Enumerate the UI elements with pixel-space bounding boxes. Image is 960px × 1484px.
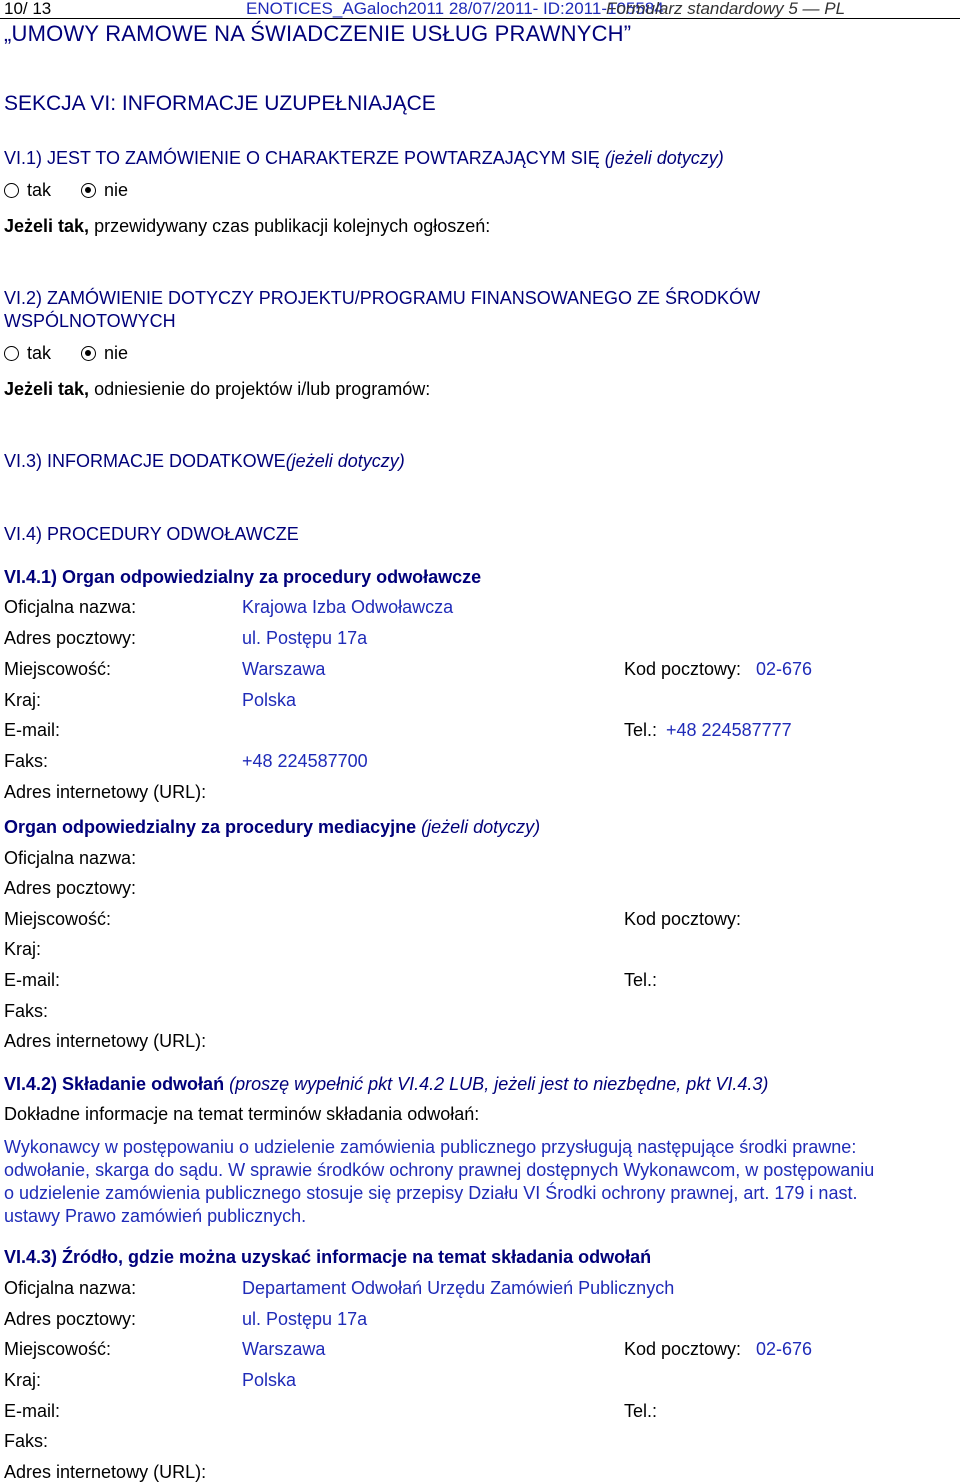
med-city-label: Miejscowość: xyxy=(4,909,112,929)
med-zip-label: Kod pocztowy: xyxy=(624,909,742,929)
vi1-no-label: nie xyxy=(104,180,129,200)
vi1-if-yes-text: przewidywany czas publikacji kolejnych ogłoszeń: xyxy=(94,216,491,236)
vi42-note: (proszę wypełnić pkt VI.4.2 LUB, jeżeli jest to niezbędne, pkt VI.4.3) xyxy=(229,1074,769,1094)
med-tel-label: Tel.: xyxy=(624,970,658,990)
mediation-heading xyxy=(4,817,540,838)
vi2-title-line2: WSPÓLNOTOWYCH xyxy=(4,311,176,331)
form-type: Formularz standardowy 5 — PL xyxy=(606,0,846,18)
med-email-label: E-mail: xyxy=(4,970,61,990)
s3-zip-value: 02-676 xyxy=(756,1339,813,1359)
vi42-paragraph xyxy=(4,1136,934,1228)
vi41-title: VI.4.1) Organ odpowiedzialny za procedury odwoławcze xyxy=(4,567,482,587)
vi3-heading xyxy=(4,451,405,472)
vi2-if-yes-bold: Jeżeli tak, xyxy=(4,379,90,399)
vi2-if-yes-text: odniesienie do projektów i/lub programów: xyxy=(94,379,431,399)
s1-zip-value: 02-676 xyxy=(756,659,813,679)
s3-city-label: Miejscowość: xyxy=(4,1339,112,1359)
vi2-if-yes xyxy=(4,379,430,400)
s3-name-label: Oficjalna nazwa: xyxy=(4,1278,137,1298)
vi42-title: VI.4.2) Składanie odwołań xyxy=(4,1074,225,1094)
mediation-title: Organ odpowiedzialny za procedury mediacyjne xyxy=(4,817,417,837)
vi1-radio-group xyxy=(4,180,128,201)
vi1-heading xyxy=(4,148,724,169)
radio-yes-icon[interactable] xyxy=(4,183,19,198)
radio-no-icon[interactable] xyxy=(81,183,96,198)
s1-tel-value: +48 224587777 xyxy=(666,720,792,740)
s1-fax-label: Faks: xyxy=(4,751,49,771)
s1-country-value: Polska xyxy=(242,690,297,710)
radio-no-icon[interactable] xyxy=(81,346,96,361)
s1-fax-value: +48 224587700 xyxy=(242,751,368,771)
s1-addr-value: ul. Postępu 17a xyxy=(242,628,368,648)
vi1-if-yes xyxy=(4,216,490,237)
s1-city-label: Miejscowość: xyxy=(4,659,112,679)
header-rule xyxy=(0,18,960,19)
mediation-note: (jeżeli dotyczy) xyxy=(421,817,541,837)
s3-country-value: Polska xyxy=(242,1370,297,1390)
med-country-label: Kraj: xyxy=(4,939,42,959)
s3-addr-value: ul. Postępu 17a xyxy=(242,1309,368,1329)
s1-name-value: Krajowa Izba Odwoławcza xyxy=(242,597,454,617)
s3-tel-label: Tel.: xyxy=(624,1401,658,1421)
vi1-title: VI.1) JEST TO ZAMÓWIENIE O CHARAKTERZE POWTARZAJĄCYM SIĘ xyxy=(4,148,600,168)
page-number: 10/ 13 xyxy=(4,0,52,18)
vi3-title: VI.3) INFORMACJE DODATKOWE xyxy=(4,451,286,471)
vi1-yes-label: tak xyxy=(27,180,52,200)
s1-city-value: Warszawa xyxy=(242,659,326,679)
vi42-line: odwołanie, skarga do sądu. W sprawie środków ochrony prawnej dostępnych Wykonawcom, w postępowaniu xyxy=(4,1160,875,1180)
s1-name-label: Oficjalna nazwa: xyxy=(4,597,137,617)
s3-city-value: Warszawa xyxy=(242,1339,326,1359)
s1-tel-label: Tel.: xyxy=(624,720,658,740)
s3-name-value: Departament Odwołań Urzędu Zamówień Publicznych xyxy=(242,1278,675,1298)
vi2-no-label: nie xyxy=(104,343,129,363)
med-addr-label: Adres pocztowy: xyxy=(4,878,137,898)
vi42-line: o udzielenie zamówienia publicznego stosuje się przepisy Działu VI Środki ochrony prawnej, art. 179 i nast. xyxy=(4,1183,858,1203)
s3-addr-label: Adres pocztowy: xyxy=(4,1309,137,1329)
vi2-yes-label: tak xyxy=(27,343,52,363)
med-name-label: Oficjalna nazwa: xyxy=(4,848,137,868)
s3-url-label: Adres internetowy (URL): xyxy=(4,1462,207,1482)
radio-yes-icon[interactable] xyxy=(4,346,19,361)
vi1-note: (jeżeli dotyczy) xyxy=(604,148,724,168)
section-title: SEKCJA VI: INFORMACJE UZUPEŁNIAJĄCE xyxy=(4,92,436,115)
vi42-line: ustawy Prawo zamówień publicznych. xyxy=(4,1206,307,1226)
vi42-label: Dokładne informacje na temat terminów składania odwołań: xyxy=(4,1104,480,1124)
vi1-if-yes-bold: Jeżeli tak, xyxy=(4,216,90,236)
s1-url-label: Adres internetowy (URL): xyxy=(4,782,207,802)
vi42-heading xyxy=(4,1074,768,1095)
med-fax-label: Faks: xyxy=(4,1001,49,1021)
vi43-title: VI.4.3) Źródło, gdzie można uzyskać informacje na temat składania odwołań xyxy=(4,1247,652,1267)
s1-zip-label: Kod pocztowy: xyxy=(624,659,742,679)
vi42-line: Wykonawcy w postępowaniu o udzielenie zamówienia publicznego przysługują następujące środki prawne: xyxy=(4,1137,857,1157)
s1-country-label: Kraj: xyxy=(4,690,42,710)
vi2-radio-group xyxy=(4,343,128,364)
s3-fax-label: Faks: xyxy=(4,1431,49,1451)
document-title: „UMOWY RAMOWE NA ŚWIADCZENIE USŁUG PRAWNYCH” xyxy=(4,21,632,46)
vi3-note: (jeżeli dotyczy) xyxy=(285,451,405,471)
s1-addr-label: Adres pocztowy: xyxy=(4,628,137,648)
s1-email-label: E-mail: xyxy=(4,720,61,740)
s3-email-label: E-mail: xyxy=(4,1401,61,1421)
med-url-label: Adres internetowy (URL): xyxy=(4,1031,207,1051)
vi2-title-line1: VI.2) ZAMÓWIENIE DOTYCZY PROJEKTU/PROGRAMU FINANSOWANEGO ZE ŚRODKÓW xyxy=(4,288,761,308)
notice-id: ENOTICES_AGaloch2011 28/07/2011- ID:2011-105584 xyxy=(246,0,664,18)
vi4-title: VI.4) PROCEDURY ODWOŁAWCZE xyxy=(4,524,299,544)
s3-country-label: Kraj: xyxy=(4,1370,42,1390)
s3-zip-label: Kod pocztowy: xyxy=(624,1339,742,1359)
